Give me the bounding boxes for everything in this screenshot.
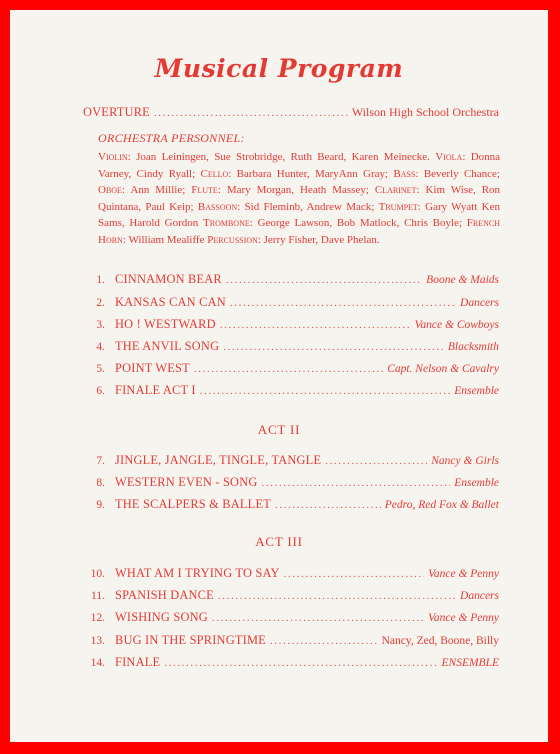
program-page: [10, 10, 548, 742]
players: Gary Wyatt Ken Sams, Harold Gordon: [98, 200, 500, 230]
instrument-label: Violin: [98, 151, 128, 163]
act-3-heading: ACT III: [255, 534, 303, 549]
item-name: JINGLE, JANGLE, TINGLE, TANGLE: [115, 453, 322, 467]
players: Jerry Fisher, Dave Phelan.: [263, 233, 380, 246]
program-item: [83, 295, 499, 310]
program-item: [83, 588, 499, 603]
program-item: [83, 383, 499, 398]
leader-dots: [226, 274, 422, 286]
item-name: SPANISH DANCE: [115, 588, 214, 602]
item-number: 8.: [96, 477, 105, 489]
instrument-label: Flute: [191, 184, 218, 197]
item-number: 13.: [90, 635, 105, 647]
item-name: KANSAS CAN CAN: [115, 295, 226, 309]
item-performer: Capt. Nelson & Cavalry: [387, 363, 499, 375]
item-number: 12.: [90, 612, 105, 624]
item-name: CINNAMON BEAR: [115, 272, 222, 286]
leader-dots: [220, 319, 411, 331]
program-item: [83, 272, 499, 287]
item-number: 4.: [96, 341, 105, 353]
leader-dots: [154, 107, 348, 119]
overture-performer: Wilson High School Orchestra: [351, 105, 499, 119]
item-performer: Dancers: [460, 590, 499, 602]
players: George Lawson, Bob Matlock, Chris Boyle;: [257, 217, 462, 230]
leader-dots: [200, 385, 451, 397]
instrument-label: Trombone: [203, 217, 250, 230]
overture-name: OVERTURE: [83, 105, 150, 119]
item-name: WISHING SONG: [115, 610, 208, 624]
instrument-label: Oboe: [98, 184, 122, 197]
item-performer: Blacksmith: [447, 341, 499, 353]
item-performer: Vance & Cowboys: [414, 319, 499, 331]
item-name: WHAT AM I TRYING TO SAY: [115, 566, 280, 580]
item-number: 10.: [90, 568, 105, 580]
item-number: 6.: [96, 385, 105, 397]
item-performer: Nancy & Girls: [431, 455, 499, 467]
item-name: POINT WEST: [115, 361, 190, 375]
leader-dots: [230, 297, 456, 309]
players: Joan Leiningen, Sue Strobridge, Ruth Beard, Karen Meinecke.: [136, 151, 430, 163]
program-item: [83, 361, 499, 376]
instrument-label: Clarinet: [374, 184, 417, 197]
instrument-label: Trumpet: [378, 200, 418, 213]
players: Barbara Hunter, MaryAnn Gray;: [236, 167, 389, 180]
program-item: [83, 339, 499, 354]
item-number: 7.: [96, 455, 105, 467]
instrument-label: Percussion: [207, 233, 258, 246]
leader-dots: [223, 341, 444, 353]
players: Sid Fleminb, Andrew Mack;: [244, 200, 375, 213]
instrument-label: French Horn: [98, 217, 500, 246]
item-performer: Vance & Penny: [428, 612, 499, 624]
overture-row: [83, 105, 499, 120]
players: Mary Morgan, Heath Massey;: [226, 184, 369, 197]
item-name: FINALE ACT I: [115, 383, 196, 397]
leader-dots: [270, 635, 378, 647]
leader-dots: [325, 455, 427, 467]
program-item: [83, 475, 499, 490]
item-number: 11.: [91, 590, 105, 602]
leader-dots: [212, 612, 424, 624]
item-number: 3.: [96, 319, 105, 331]
item-performer: ENSEMBLE: [441, 657, 499, 669]
leader-dots: [164, 657, 437, 669]
item-number: 1.: [96, 274, 105, 286]
item-name: BUG IN THE SPRINGTIME: [115, 633, 266, 647]
program-item: [83, 655, 499, 670]
players: Ann Millie;: [130, 184, 186, 197]
item-performer: Dancers: [460, 297, 499, 309]
item-number: 2.: [96, 297, 105, 309]
players: Donna Varney, Cindy Ryall;: [98, 151, 501, 180]
leader-dots: [262, 477, 451, 489]
program-item: [83, 497, 499, 512]
program-title: Musical Program: [154, 54, 404, 83]
item-number: 14.: [90, 657, 105, 669]
item-performer: Ensemble: [454, 477, 499, 489]
item-performer: Boone & Maids: [426, 274, 499, 286]
item-number: 9.: [96, 499, 105, 511]
leader-dots: [194, 363, 383, 375]
instrument-label: Bass: [393, 167, 416, 180]
program-item: [83, 566, 499, 581]
leader-dots: [275, 499, 381, 511]
personnel-list: Violin: Joan Leiningen, Sue Strobridge, Ruth Beard, Karen Meinecke. Viola: Donna Varney, Cindy Ryall; Cello: Barbara Hunter, MaryAnn Gray; Bass: Beverly Chance; Oboe: Ann Millie; Flute: Mary Morgan, Heath Massey; Clarinet: Kim Wise, Ron Quintana, Paul Keip; Bassoon: Sid Fleminb, Andrew Mack; Trumpet: Gary Wyatt Ken Sams, Harold Gordon Trombone: George Lawson, Bob Matlock, Chris Boyle; French Horn: William Mealiffe Percussion: Jerry Fisher, Dave Phelan.: [98, 151, 501, 246]
personnel-heading: ORCHESTRA PERSONNEL:: [98, 131, 245, 145]
players: William Mealiffe: [128, 233, 205, 246]
program-item: [83, 453, 499, 468]
program-item: [83, 317, 499, 332]
act-2-heading: ACT II: [257, 422, 301, 437]
item-performer: Nancy, Zed, Boone, Billy: [381, 635, 499, 647]
instrument-label: Bassoon: [197, 200, 238, 213]
leader-dots: [284, 568, 424, 580]
instrument-label: Cello: [200, 167, 229, 180]
players: Beverly Chance;: [423, 167, 500, 180]
item-name: HO ! WESTWARD: [115, 317, 216, 331]
leader-dots: [218, 590, 456, 602]
item-performer: Pedro, Red Fox & Ballet: [384, 499, 499, 511]
instrument-label: Viola: [435, 151, 463, 163]
item-number: 5.: [96, 363, 105, 375]
program-item: [83, 610, 499, 625]
players: Kim Wise, Ron Quintana, Paul Keip;: [98, 184, 501, 213]
item-name: FINALE: [115, 655, 161, 669]
item-performer: Ensemble: [454, 385, 499, 397]
item-name: THE SCALPERS & BALLET: [115, 497, 271, 511]
item-name: WESTERN EVEN - SONG: [115, 475, 258, 489]
item-performer: Vance & Penny: [428, 568, 499, 580]
item-name: THE ANVIL SONG: [115, 339, 220, 353]
program-item: [83, 633, 499, 648]
